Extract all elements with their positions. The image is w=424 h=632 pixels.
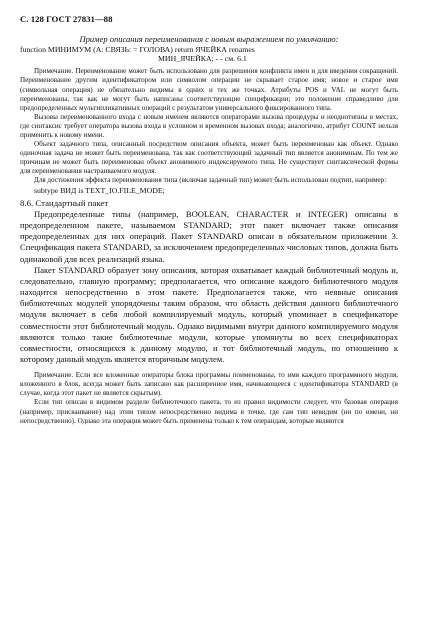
- note-renaming: Примечание. Переименование может быть использовано для разрешения конфликта имен и для введения сокращений. Переименование другим идентификатором или символом операции не скрывает старое имя; новое и старое имя (символьная операция) не обязательно видимы в одних и тех же точках. Атрибуты POS и VAL не могут быть переименованы, так как не могут быть написаны соответствующие спецификации; это положение справедливо для предопределенных мультипликативных операций с результатом универсального фиксированного типа.: [20, 67, 398, 112]
- code-line-2: МИН_ЯЧЕЙКА; - - см. 6.1: [158, 53, 247, 63]
- section-heading: 8.6. Стандартный пакет: [20, 197, 109, 208]
- example-title: Пример описания переименования с новым выражением по умолчанию:: [79, 34, 339, 44]
- code-line-1: function МИНИМУМ (А: СВЯЗЬ: = ГОЛОВА) return ЯЧЕЙКА renames: [20, 44, 255, 54]
- code-subtype: subtype ВИД is TEXT_IO.FILE_MODE;: [34, 185, 165, 195]
- paragraph-last: Если тип описан в видимом разделе библиотечного пакета, то из правил видимости следует, что базовая операция (например, присваивание) над этим типом непосредственно видима в точке, где сам тип невидим (ни по имени, ни непосредственно). Однако эта операция может быть применена только к тем операндам, которые являются: [20, 398, 398, 425]
- page-header: С. 128 ГОСТ 27831—88: [20, 14, 113, 24]
- paragraph-entry-calls: Вызовы переименованного входа с новым именем являются операторами вызова процедуры и неоднотипны в местах, где синтаксис требует оператора вызова входа в условном и временном вызовах входа; аналогично, атрибут COUNT нельзя применить к новому имени.: [20, 112, 398, 139]
- body-paragraph-2: Пакет STANDARD образует зону описания, которая охватывает каждый библиотечный модуль и, следовательно, главную программу; предполагается, что описание каждого библиотечного модуля находится непосредственно в этом пакете. Предполагается также, что неявные описания библиотечных модулей упорядочены таким образом, что область действия данного библиотечного модуля включает в себя любой компилируемый модуль, который упоминает в спецификаторе совместности этот библиотечный модуль. Однако видимыми внутри данного компилируемого модуля являются только такие библиотечные модули, которые упомянуты во всех спецификаторах совместности, относящихся к данному модулю, и тот библиотечный модуль, по отношению к которому данный модуль является вторичным модулем.: [20, 264, 398, 364]
- note-standard: Примечание. Если все вложенные операторы блока программы поименованы, то имя каждого программного модуля, вложенного в блок, всегда может быть записано как расширенное имя, начинающееся с идентификатора STANDARD (в случае, когда этот пакет не является скрытым).: [20, 371, 398, 398]
- paragraph-task-object: Объект задачного типа, описанный посредством описания объекта, может быть переименован как объект. Однако одиночная задача не может быть переименована, так как соответствующий задачный тип является анонимным. По тем же причинам не может быть переименован объект анонимного индексируемого типа. Не существует синтаксической формы для переименования настраиваемого модуля.: [20, 140, 398, 176]
- paragraph-subtype-effect: Для достижения эффекта переименования типа (включая задачный тип) может быть использован подтип, например:: [34, 176, 387, 185]
- body-paragraph-1: Предопределенные типы (например, BOOLEAN, CHARACTER и INTEGER) описаны в предопределенном пакете, называемом STANDARD; этот пакет включает также описания предопределенных для них операций. Пакет STANDARD описан в обязательном приложении 3. Спецификация пакета STANDARD, за исключением предопределенных числовых типов, должна быть одинаковой для всех реализаций языка.: [20, 208, 398, 264]
